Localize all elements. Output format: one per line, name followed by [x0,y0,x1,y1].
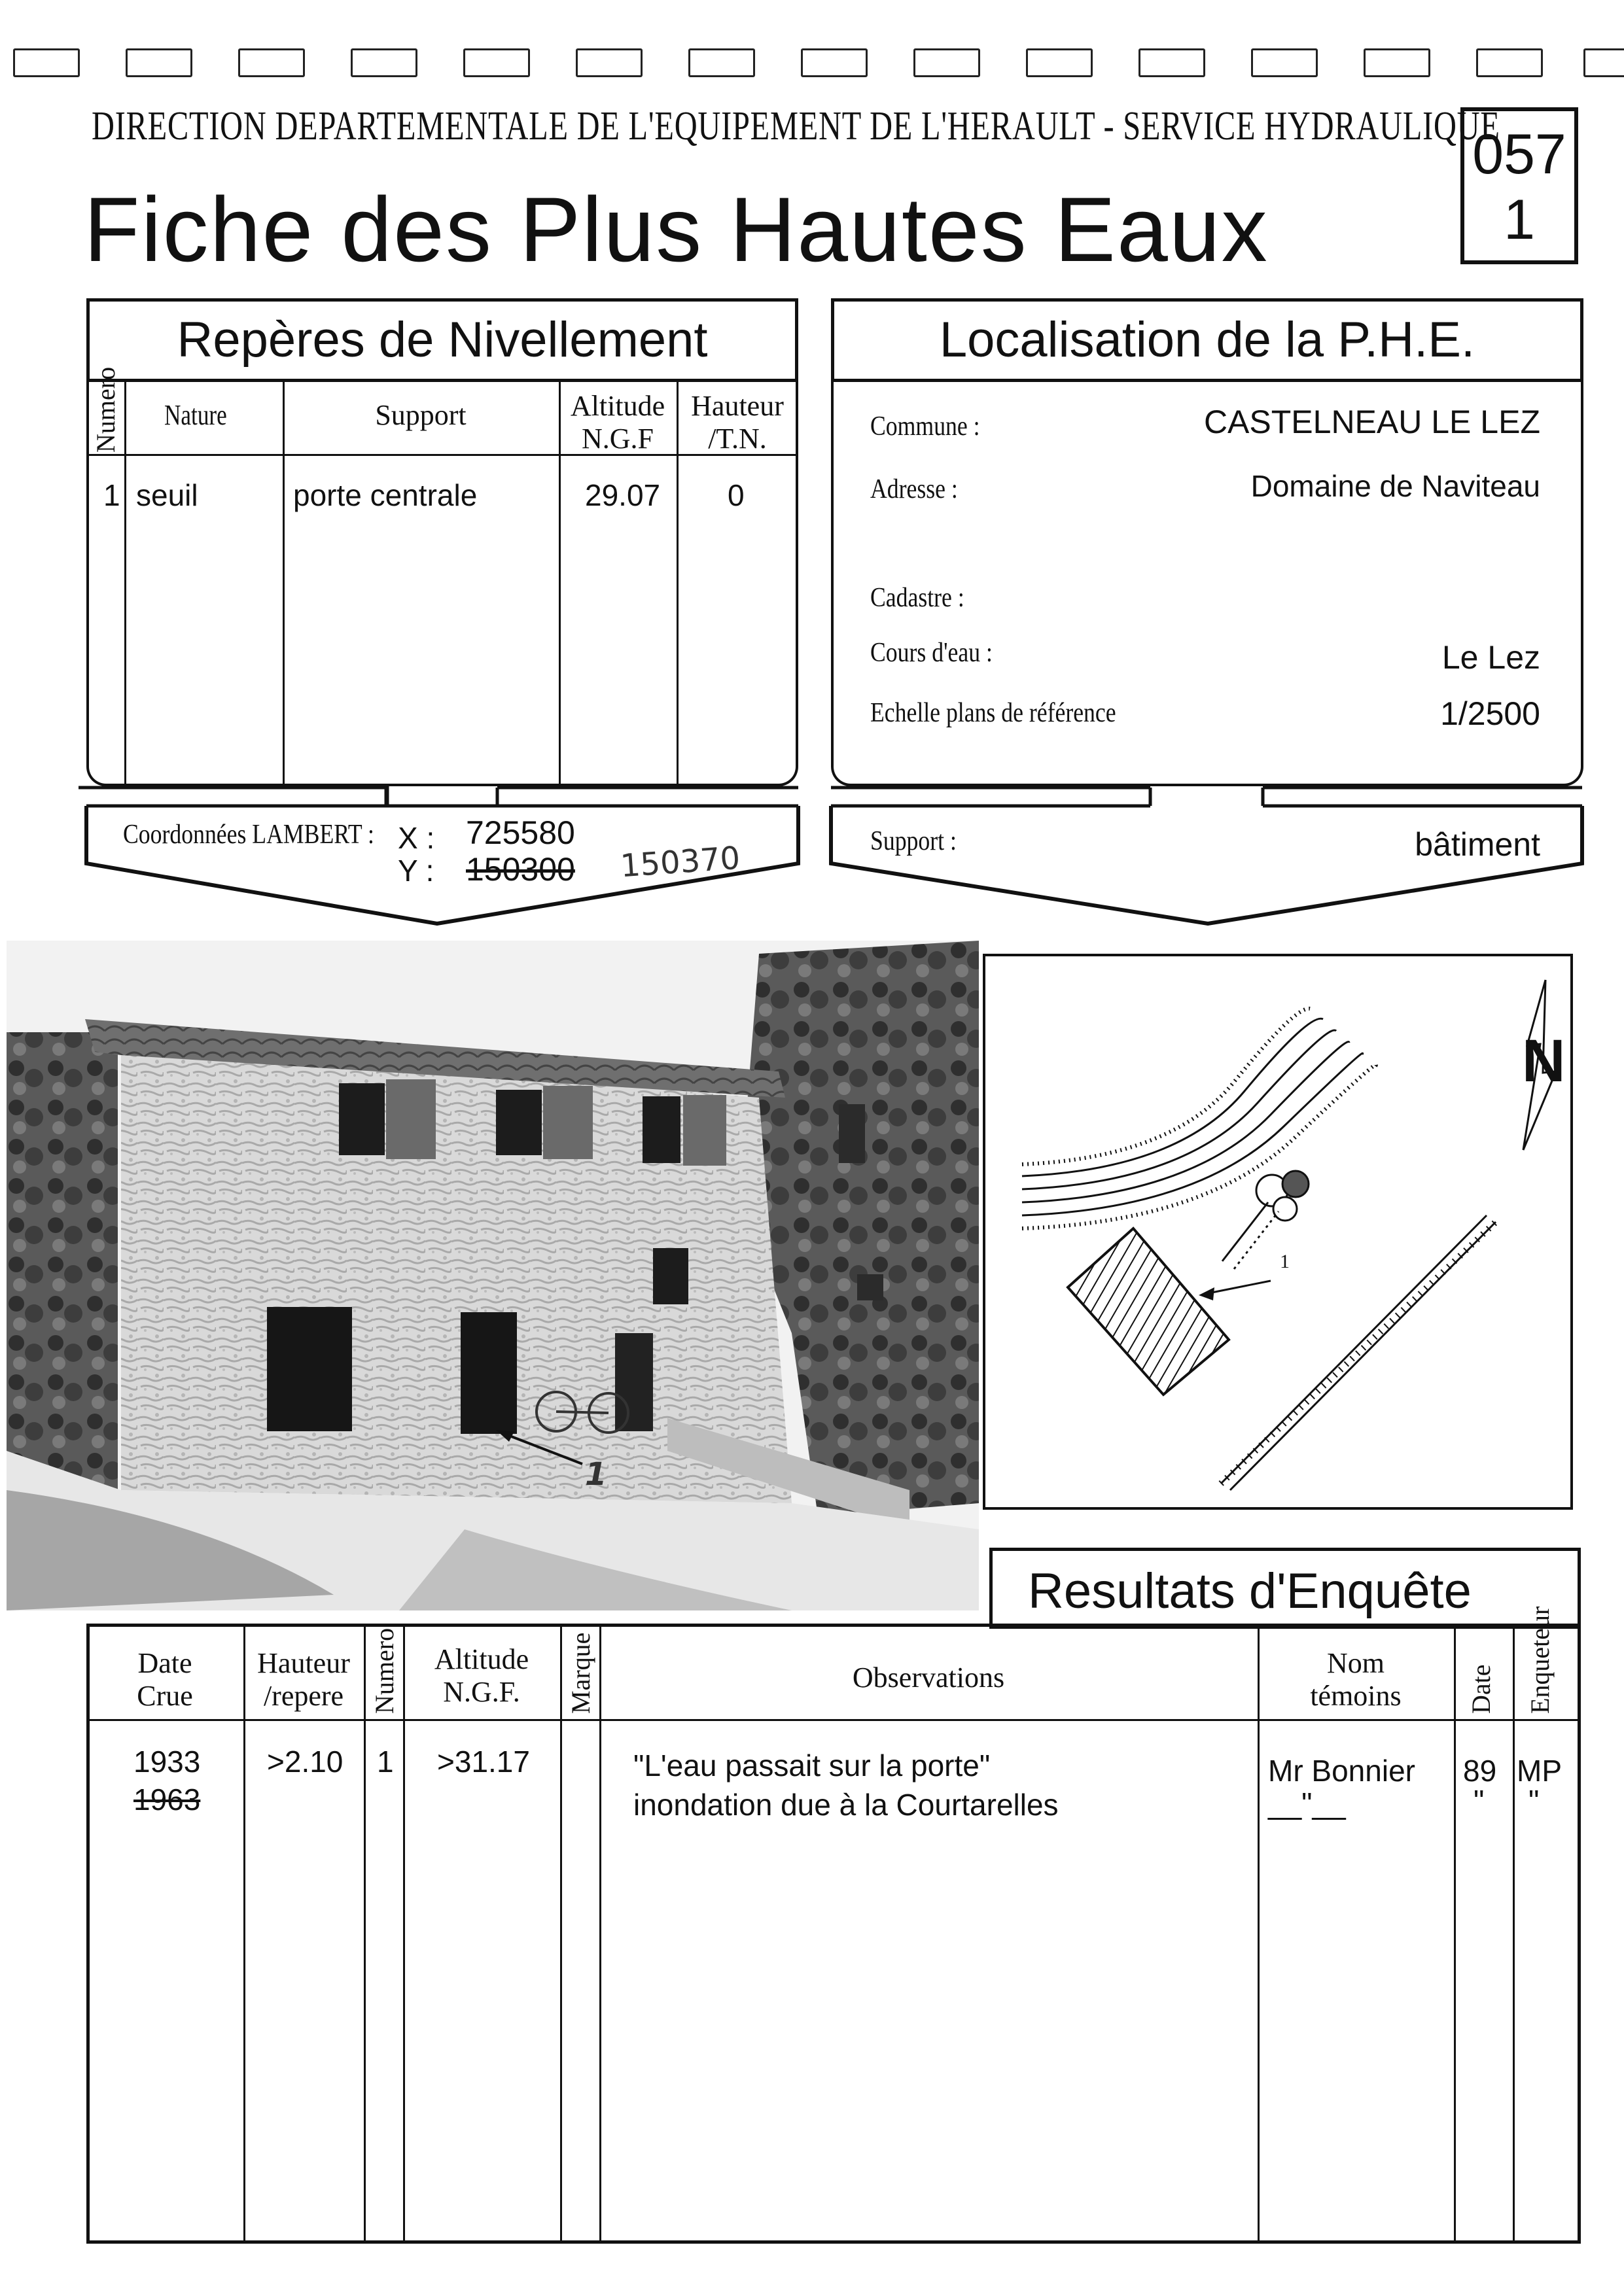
page-title: Fiche des Plus Hautes Eaux [84,178,1269,281]
col-nature: Nature [164,399,227,431]
cadastre-label: Cadastre : [870,583,964,613]
photo-marker: 1 [585,1456,607,1493]
res-altitude: >31.17 [437,1745,530,1779]
res-col-date: Date Crue [137,1647,193,1712]
res-enqueteur-b: " [1528,1784,1540,1818]
res-date-a: 89 [1463,1754,1497,1788]
res-date-1: 1933 [133,1745,201,1779]
y-value-handwritten: 150370 [619,839,741,885]
reference-number: 057 [1472,123,1566,186]
reperes-title: Repères de Nivellement [86,298,798,382]
res-observation-2: inondation due à la Courtarelles [633,1788,1059,1822]
res-col-hauteur: Hauteur /repere [257,1647,350,1712]
res-col-numero: Numero [370,1627,399,1714]
binder-hole [351,48,417,77]
binder-hole [688,48,755,77]
map-drawing [983,954,1573,1510]
res-col-nom: Nom témoins [1310,1647,1402,1712]
commune-value: CASTELNEAU LE LEZ [1203,404,1540,440]
binder-hole [1251,48,1318,77]
res-date-b: " [1474,1784,1485,1818]
binder-hole [1476,48,1543,77]
res-nom-2: __"__ [1268,1786,1346,1820]
x-label: X : [398,821,435,855]
col-numero: Numero [91,366,120,453]
res-col-date-enquete: Date [1466,1664,1496,1714]
res-hauteur: >2.10 [267,1745,344,1779]
support-label: Support : [870,826,957,856]
echelle-label: Echelle plans de référence [870,698,1116,728]
reference-sub: 1 [1504,188,1535,251]
echelle-value: 1/2500 [1440,695,1540,732]
res-observation-1: "L'eau passait sur la porte" [633,1748,991,1783]
y-value-struck: 150300 [466,851,575,888]
binder-hole [463,48,530,77]
res-nom-1: Mr Bonnier [1268,1754,1415,1788]
building-photo [7,941,979,1610]
support-value: bâtiment [1415,826,1540,863]
res-date-2-struck: 1963 [133,1783,201,1817]
repere-support: porte centrale [293,478,478,512]
resultats-table [86,1624,1581,2244]
binder-hole [1583,48,1624,77]
x-value: 725580 [466,814,575,851]
resultats-title: Resultats d'Enquête [989,1548,1581,1629]
repere-hauteur: 0 [728,478,745,512]
adresse-value: Domaine de Naviteau [1250,469,1540,503]
binder-holes [0,48,1624,78]
binder-hole [913,48,980,77]
res-col-observations: Observations [852,1661,1005,1694]
col-support: Support [375,399,467,431]
col-altitude: Altitude N.G.F [570,390,665,455]
res-col-marque: Marque [566,1632,595,1714]
cours-label: Cours d'eau : [870,638,993,668]
repere-nature: seuil [136,478,198,512]
repere-numero: 1 [103,478,120,512]
binder-hole [126,48,192,77]
cours-value: Le Lez [1441,639,1540,676]
res-numero: 1 [377,1745,394,1779]
commune-label: Commune : [870,411,980,442]
binder-hole [1139,48,1205,77]
map-marker: 1 [1280,1251,1290,1272]
north-icon: N [1522,1028,1566,1094]
col-hauteur: Hauteur /T.N. [691,390,784,455]
adresse-label: Adresse : [870,474,958,504]
binder-hole [1026,48,1093,77]
binder-hole [801,48,868,77]
binder-hole [576,48,643,77]
localisation-title: Localisation de la P.H.E. [831,298,1583,382]
organisation-header: DIRECTION DEPARTEMENTALE DE L'EQUIPEMENT DE L'HERAULT - SERVICE HYDRAULIQUE [92,104,1500,148]
coords-label: Coordonnées LAMBERT : [123,820,374,850]
repere-altitude: 29.07 [585,478,661,512]
y-label: Y : [398,854,434,888]
reference-box [1460,107,1578,264]
res-enqueteur-a: MP [1517,1754,1562,1788]
res-col-altitude: Altitude N.G.F. [434,1643,529,1708]
binder-hole [13,48,80,77]
binder-hole [238,48,305,77]
res-col-enqueteur: Enqueteur [1525,1606,1555,1714]
binder-hole [1364,48,1430,77]
